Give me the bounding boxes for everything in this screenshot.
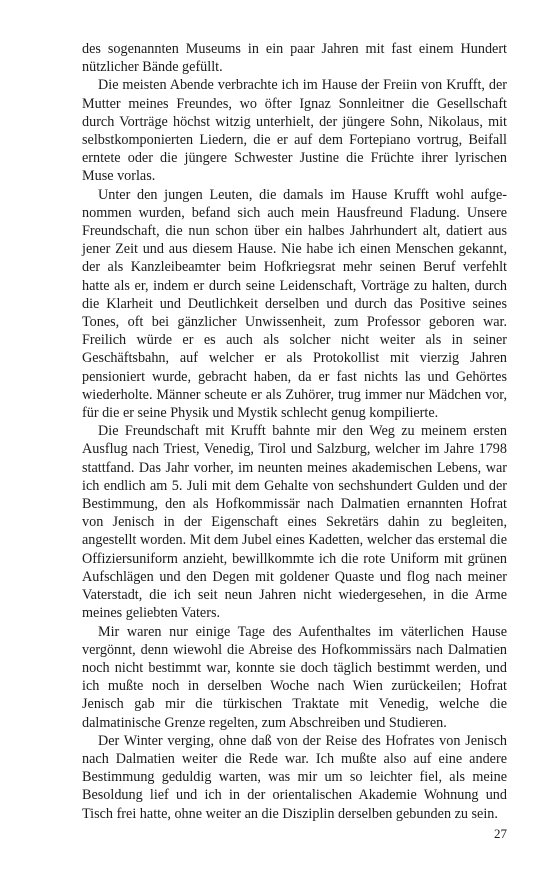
paragraph-krufft-evenings: Die meisten Abende verbrachte ich im Hause der Freiin von Krufft, der Mutter meines Freundes, wo öfter Ignaz Sonnleitner die Gesellschaft durch Vorträge höchst witzig unterhielt, der jüngere Sohn, Nikolaus, mit selbstkomponierten Liedern, die er auf dem Fortepiano vortrug, Beifall erntete oder die jüngere Schwester Justine die Früchte ihrer lyrischen Muse vorlas. (82, 77, 507, 185)
page-body (82, 40, 507, 823)
paragraph-first-journey: Die Freundschaft mit Krufft bahnte mir den Weg zu meinem ersten Ausflug nach Triest, Venedig, Tirol und Salzburg, welcher im Jahre 1798 stattfand. Das Jahr vorher, im neunten meines akademischen Lebens, war ich endlich am 5. Juli mit dem Gehalte von sechshundert Gulden und der Bestimmung, den als Hofkommissär nach Dalmatien ernannten Hofrat von Jenisch in der Eigenschaft eines Sekretärs dahin zu begleiten, angestellt worden. Mit dem Jubel eines Kadetten, welcher das erstemal die Offiziersuniform anzieht, bewillkommte ich die rote Uniform mit grünen Aufschlägen und den Degen mit goldener Quaste und flog nach meiner Vaterstadt, die ich seit neun Jahren nicht wiedergesehen, in die Arme meines geliebten Vaters. (82, 423, 507, 622)
page-number: 27 (494, 826, 507, 841)
paragraph-continuation: des sogenannten Museums in ein paar Jahren mit fast einem Hundert nützlicher Bände gefüllt. (82, 41, 507, 76)
paragraph-winter: Der Winter verging, ohne daß von der Reise des Hofrates von Jenisch nach Dalmatien weiter die Rede war. Ich mußte also auf eine andere Bestimmung geduldig warten, was mir um so leichter fiel, als meine Besoldung lief und ich in der orientalischen Akademie Wohnung und Tisch frei hatte, ohne weiter an die Disziplin derselben gebunden zu sein. (82, 732, 507, 822)
paragraph-fladung: Unter den jungen Leuten, die damals im Hause Krufft wohl aufgenommen wurden, befand sich auch mein Hausfreund Fladung. Unsere Freundschaft, die nun schon über ein halbes Jahrhundert alt, datiert aus jener Zeit und aus diesem Hause. Nie habe ich einen Menschen gekannt, der als Kanzleibeamter beim Hofkriegsrat mehr seinen Beruf verfehlt hatte als er, indem er durch seine Leidenschaft, Vorträge zu halten, durch die Klarheit und Deutlichkeit derselben und durch das Positive seines Tones, oft bei gänzlicher Unwissenheit, zum Professor geboren war. Freilich würde er es auch als solcher nicht weiter als in seiner Geschäftsbahn, auf welcher er als Protokollist mit vierzig Jahren pensioniert wurde, gebracht haben, da er fast nichts las und Gehörtes wiederholte. Männer scheute er als Zuhörer, trug immer nur Mädchen vor, für die er seine Physik und Mystik schlecht genug kompilierte. (82, 186, 507, 422)
paragraph-fathers-house: Mir waren nur einige Tage des Aufenthaltes im väterlichen Hause vergönnt, denn wiewohl die Abreise des Hofkommissärs nach Dalmatien noch nicht bestimmt war, konnte sie doch täglich bestimmt werden, und ich mußte noch in derselben Woche nach Wien zurückeilen; Hofrat Jenisch gab mir die türkischen Traktate mit Venedig, welche die dalmatinische Grenze regelten, zum Abschreiben und Studieren. (82, 623, 507, 731)
